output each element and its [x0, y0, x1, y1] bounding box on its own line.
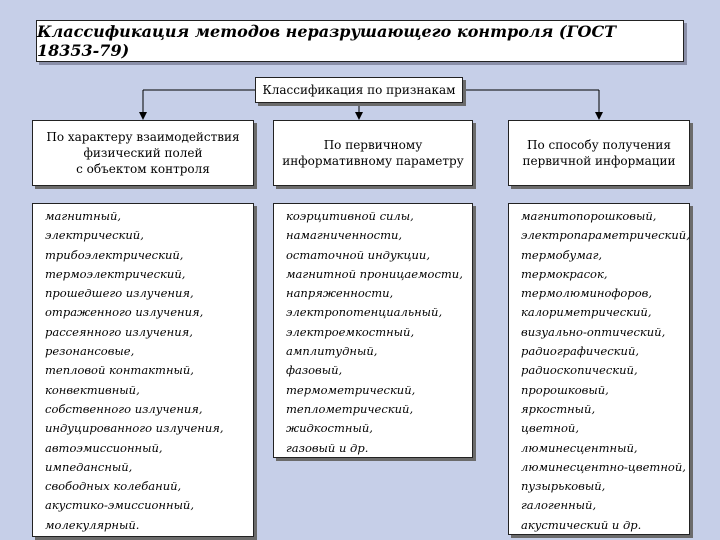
list-item: электропараметрический, [521, 228, 690, 243]
list-item: напряженности, [286, 286, 394, 301]
list-item: электрический, [45, 228, 144, 243]
list-item: теплометрический, [286, 401, 414, 416]
list-item: рассеянного излучения, [45, 324, 193, 339]
list-item: электроемкостный, [286, 324, 415, 339]
list-item: пузырьковый, [521, 479, 606, 494]
list-acquisition-methods [508, 203, 690, 535]
category-interaction: По характеру взаимодействия физический полей с объектом контроля [32, 120, 254, 186]
list-item: автоэмиссионный, [45, 440, 163, 455]
list-item: электропотенциальный, [286, 305, 443, 320]
list-item: газовый и др. [286, 440, 369, 455]
list-item: цветной, [521, 421, 579, 436]
list-item: импедансный, [45, 459, 133, 474]
list-item: люминесцентно-цветной, [521, 459, 686, 474]
arrow-mid [355, 112, 363, 120]
list-item: яркостный, [521, 401, 596, 416]
arrow-right [595, 112, 603, 120]
list-item: молекулярный. [45, 517, 140, 532]
list-item: калориметрический, [521, 305, 652, 320]
list-item: свободных колебаний, [45, 479, 182, 494]
list-item: радиографический, [521, 344, 640, 359]
list-parameter-methods [273, 203, 473, 458]
root-node: Классификация по признакам [255, 77, 463, 103]
arrow-left [139, 112, 147, 120]
list-item: прошедшего излучения, [45, 286, 194, 301]
list-item: термобумаг, [521, 247, 603, 262]
list-item: тепловой контактный, [45, 363, 194, 378]
list-item: пророшковый, [521, 382, 609, 397]
list-item: термокрасок, [521, 266, 608, 281]
list-item: люминесцентный, [521, 440, 638, 455]
list-item: визуально-оптический, [521, 324, 666, 339]
list-item: термолюминофоров, [521, 286, 652, 301]
list-item: индуцированного излучения, [45, 421, 224, 436]
list-item: намагниченности, [286, 228, 403, 243]
list-item: термоэлектрический, [45, 266, 186, 281]
diagram-title: Классификация методов неразрушающего контроля (ГОСТ 18353-79) [36, 20, 684, 62]
list-item: галогенный, [521, 498, 597, 513]
list-item: остаточной индукции, [286, 247, 430, 262]
list-interaction-methods [32, 203, 254, 537]
list-item: конвективный, [45, 382, 140, 397]
category-method: По способу получения первичной информации [508, 120, 690, 186]
list-item: фазовый, [286, 363, 343, 378]
category-parameter: По первичному информативному параметру [273, 120, 473, 186]
list-item: акустический и др. [521, 517, 642, 532]
list-item: амплитудный, [286, 344, 378, 359]
list-item: собственного излучения, [45, 401, 203, 416]
list-item: радиоскопический, [521, 363, 638, 378]
list-item: акустико-эмиссионный, [45, 498, 194, 513]
list-item: термометрический, [286, 382, 416, 397]
list-item: трибоэлектрический, [45, 247, 184, 262]
list-item: магнитной проницаемости, [286, 266, 463, 281]
list-item: магнитопорошковый, [521, 209, 657, 223]
list-item: жидкостный, [286, 421, 373, 436]
list-item: коэрцитивной силы, [286, 209, 414, 223]
list-item: отраженного излучения, [45, 305, 204, 320]
list-item: резонансовые, [45, 344, 135, 359]
list-item: магнитный, [45, 209, 122, 223]
